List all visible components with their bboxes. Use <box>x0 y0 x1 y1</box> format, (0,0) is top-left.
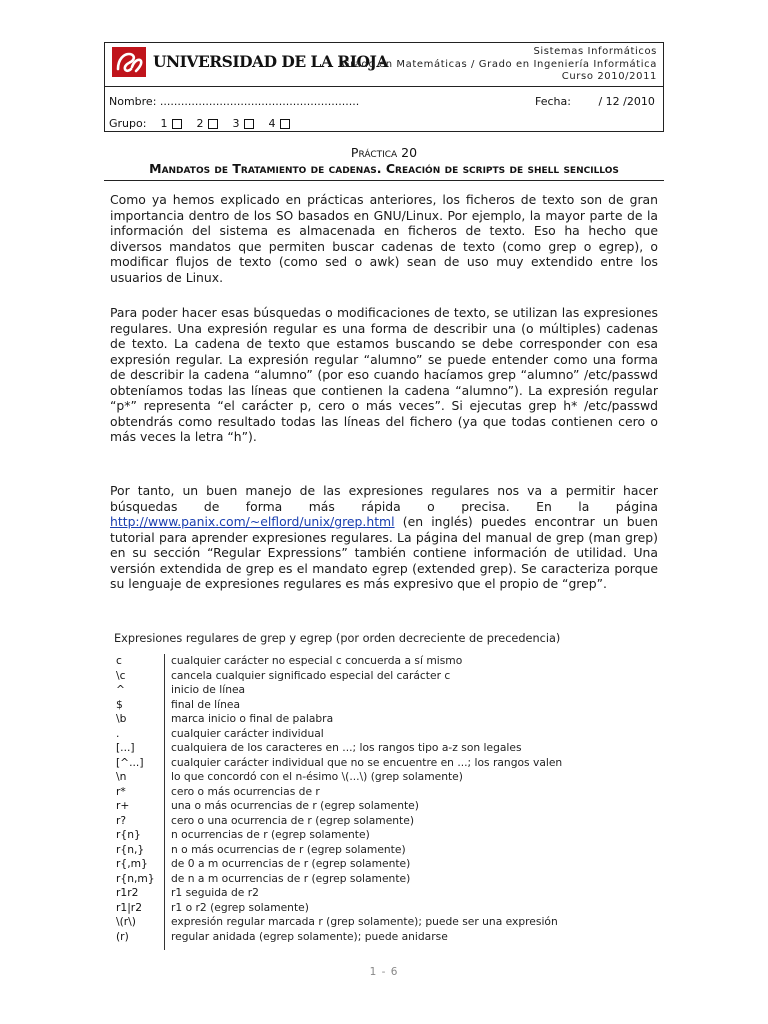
department: Sistemas Informáticos <box>533 46 657 57</box>
degree: Grado en Matemáticas / Grado en Ingeniería Informática <box>341 58 657 70</box>
regex-pattern: r1|r2 <box>116 900 142 914</box>
group-label: Grupo: <box>109 117 147 130</box>
table-row <box>114 712 654 727</box>
group-option-1[interactable]: 1 <box>160 117 182 130</box>
regex-description: cualquier carácter no especial c concuerda a sí mismo <box>171 654 463 667</box>
regex-pattern: r1r2 <box>116 886 139 899</box>
regex-pattern: \b <box>116 712 127 725</box>
regex-pattern: r{n,m} <box>116 871 155 885</box>
university-name: UNIVERSIDAD DE LA RIOJA <box>153 52 388 71</box>
checkbox-icon[interactable] <box>208 119 218 129</box>
group-option-4[interactable]: 4 <box>268 117 290 130</box>
regex-pattern: ^ <box>116 683 125 696</box>
header-top <box>105 43 663 87</box>
regex-description: regular anidada (egrep solamente); puede anidarse <box>171 929 448 943</box>
table-row <box>114 799 654 814</box>
regex-description: cualquiera de los caracteres en ...; los rangos tipo a-z son legales <box>171 741 522 754</box>
regex-description: expresión regular marcada r (grep solamente); puede ser una expresión <box>171 915 558 928</box>
table-row <box>114 930 654 945</box>
page-number: 1 - 6 <box>369 966 399 978</box>
group-field <box>109 117 290 130</box>
regex-description: marca inicio o final de palabra <box>171 712 334 725</box>
table-row <box>114 698 654 713</box>
practice-title: Práctica 20 <box>350 145 418 160</box>
group-option-3[interactable]: 3 <box>232 117 254 130</box>
university-logo <box>112 47 146 77</box>
regex-description: n ocurrencias de r (egrep solamente) <box>171 828 370 841</box>
grep-tutorial-link[interactable]: http://www.panix.com/~elflord/unix/grep.html <box>110 514 395 529</box>
table-row <box>114 857 654 872</box>
table-row <box>114 843 654 858</box>
regex-description: inicio de línea <box>171 683 246 696</box>
table-row <box>114 872 654 887</box>
regex-pattern: $ <box>116 697 123 711</box>
table-row <box>114 785 654 800</box>
group-option-2[interactable]: 2 <box>196 117 218 130</box>
header-course-info <box>342 46 657 84</box>
regex-table <box>114 654 654 944</box>
regex-description: final de línea <box>171 697 241 711</box>
table-row <box>114 828 654 843</box>
regex-pattern: [...] <box>116 741 135 754</box>
regex-description: cero o una ocurrencia de r (egrep solamente) <box>171 813 414 827</box>
regex-pattern: r{,m} <box>116 857 148 870</box>
regex-pattern: . <box>116 726 120 740</box>
subtitle-divider <box>104 180 664 181</box>
regex-pattern: \n <box>116 770 127 783</box>
checkbox-icon[interactable] <box>172 119 182 129</box>
date-value: / 12 /2010 <box>598 95 655 108</box>
academic-year: Curso 2010/2011 <box>561 71 657 82</box>
regex-description: r1 o r2 (egrep solamente) <box>171 900 309 914</box>
table-row <box>114 741 654 756</box>
table-row <box>114 915 654 930</box>
regex-pattern: r{n} <box>116 828 141 841</box>
paragraph-regex: Para poder hacer esas búsquedas o modificaciones de texto, se utilizan las expresiones regulares. Una expresión regular es una forma de describir una (o múltiples) cadenas de texto. La cadena de texto que estamos buscando se debe corresponder con esa expresión regular. La expresión regular “alumno” se puede entender como una forma de describir la cadena “alumno” (por eso cuando hacíamos grep “alumno” /etc/passwd obteníamos todas las líneas que contienen la cadena “alumno”). La expresión regular “p*” representa “el carácter p, cero o más veces”. Si ejecutas grep h* /etc/passwd obtendrás como resultado todas las líneas del fichero (ya que todas contienen cero o más veces la letra “h”). <box>110 305 658 444</box>
regex-description: r1 seguida de r2 <box>171 886 259 899</box>
date-field <box>535 95 655 108</box>
regex-pattern: r? <box>116 813 127 827</box>
table-row <box>114 727 654 742</box>
paragraph-tutorial: Por tanto, un buen manejo de las expresiones regulares nos va a permitir hacer búsquedas de forma más rápida o precisa. En la página http://www.panix.com/~elflord/unix/grep.html (en inglés) puedes encontrar un buen tutorial para aprender expresiones regulares. La página del manual de grep (man grep) en su sección “Regular Expressions” también contiene información de utilidad. Una versión extendida de grep es el mandato egrep (extended grep). Se caracteriza porque su lenguaje de expresiones regulares es más expresivo que el propio de “grep”. <box>110 483 658 591</box>
header-box <box>104 42 664 132</box>
paragraph-intro: Como ya hemos explicado en prácticas anteriores, los ficheros de texto son de gran importancia dentro de los SO basados en GNU/Linux. Por ejemplo, la mayor parte de la información del sistema es almacenada en ficheros de texto. Eso ha hecho que diversos mandatos que permiten buscar cadenas de texto (como grep o egrep), o modificar flujos de texto (como sed o awk) sean de uso muy extendido entre los usuarios de Linux. <box>110 192 658 285</box>
practice-subtitle: Mandatos de Tratamiento de cadenas. Creación de scripts de shell sencillos <box>149 161 619 176</box>
date-label: Fecha: <box>535 95 571 108</box>
table-caption: Expresiones regulares de grep y egrep (por orden decreciente de precedencia) <box>114 632 561 645</box>
table-row <box>114 886 654 901</box>
regex-description: cualquier carácter individual <box>171 726 324 740</box>
regex-description: lo que concordó con el n-ésimo \(...\) (grep solamente) <box>171 770 463 783</box>
regex-description: de 0 a m ocurrencias de r (egrep solamente) <box>171 857 411 870</box>
regex-pattern: (r) <box>116 929 129 943</box>
table-row <box>114 683 654 698</box>
regex-description: una o más ocurrencias de r (egrep solamente) <box>171 799 419 812</box>
table-row <box>114 654 654 669</box>
regex-description: cero o más ocurrencias de r <box>171 784 320 798</box>
regex-description: cancela cualquier significado especial del carácter c <box>171 668 451 682</box>
table-row <box>114 814 654 829</box>
regex-pattern: c <box>116 654 122 667</box>
regex-pattern: r+ <box>116 799 130 812</box>
table-row <box>114 770 654 785</box>
regex-description: de n a m ocurrencias de r (egrep solamente) <box>171 871 411 885</box>
checkbox-icon[interactable] <box>244 119 254 129</box>
table-row <box>114 901 654 916</box>
regex-pattern: [^...] <box>116 755 144 769</box>
name-field: Nombre: ......................................................... <box>109 95 360 108</box>
regex-pattern: \c <box>116 668 126 682</box>
regex-pattern: r* <box>116 784 126 798</box>
regex-pattern: r{n,} <box>116 842 145 856</box>
regex-description: n o más ocurrencias de r (egrep solamente) <box>171 842 406 856</box>
checkbox-icon[interactable] <box>280 119 290 129</box>
regex-pattern: \(r\) <box>116 915 136 928</box>
regex-description: cualquier carácter individual que no se encuentre en ...; los rangos valen <box>171 755 563 769</box>
table-row <box>114 756 654 771</box>
table-row <box>114 669 654 684</box>
